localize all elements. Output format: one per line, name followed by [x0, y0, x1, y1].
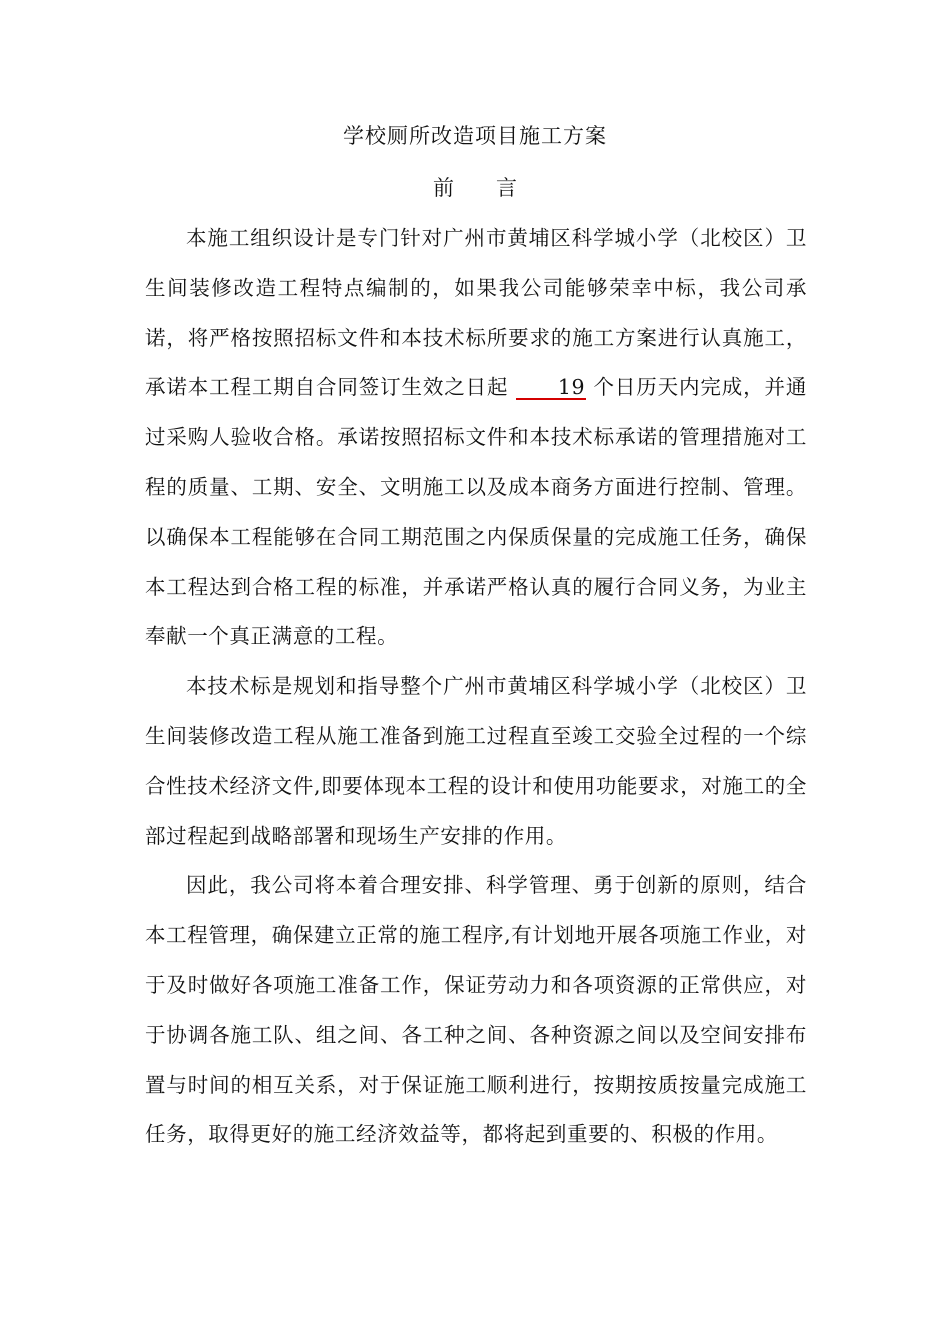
- section-heading-right: 言: [496, 176, 517, 200]
- paragraph-2: 本技术标是规划和指导整个广州市黄埔区科学城小学（北校区）卫生间装修改造工程从施工准备到施工过程直至竣工交验全过程的一个综合性技术经济文件,即要体现本工程的设计和使用功能要求，对施工的全部过程起到战略部署和现场生产安排的作用。: [145, 674, 807, 848]
- paragraph-3: 因此，我公司将本着合理安排、科学管理、勇于创新的原则，结合本工程管理，确保建立正常的施工程序,有计划地开展各项施工作业，对于及时做好各项施工准备工作，保证劳动力和各项资源的正常供应，对于协调各施工队、组之间、各工种之间、各种资源之间以及空间安排布置与时间的相互关系，对于保证施工顺利进行，按期按质按量完成施工任务，取得更好的施工经济效益等，都将起到重要的、积极的作用。: [145, 873, 807, 1147]
- section-heading-left: 前: [433, 176, 454, 200]
- paragraph-1-after: 个日历天内完成，并通过采购人验收合格。承诺按照招标文件和本技术标承诺的管理措施对工程的质量、工期、安全、文明施工以及成本商务方面进行控制、管理。以确保本工程能够在合同工期范围之内保质保量的完成施工任务，确保本工程达到合格工程的标准，并承诺严格认真的履行合同义务，为业主奉献一个真正满意的工程。: [145, 375, 807, 649]
- paragraph-1-before: 本施工组织设计是专门针对广州市黄埔区科学城小学（北校区）卫生间装修改造工程特点编制的，如果我公司能够荣幸中标，我公司承诺，将严格按照招标文件和本技术标所要求的施工方案进行认真施工，承诺本工程工期自合同签订生效之日起: [145, 226, 807, 400]
- section-heading: [0, 172, 950, 204]
- document-body: [145, 214, 807, 1160]
- duration-days-value: 19: [516, 376, 586, 400]
- document-title: 学校厕所改造项目施工方案: [343, 124, 607, 148]
- paragraph-1: [145, 214, 807, 662]
